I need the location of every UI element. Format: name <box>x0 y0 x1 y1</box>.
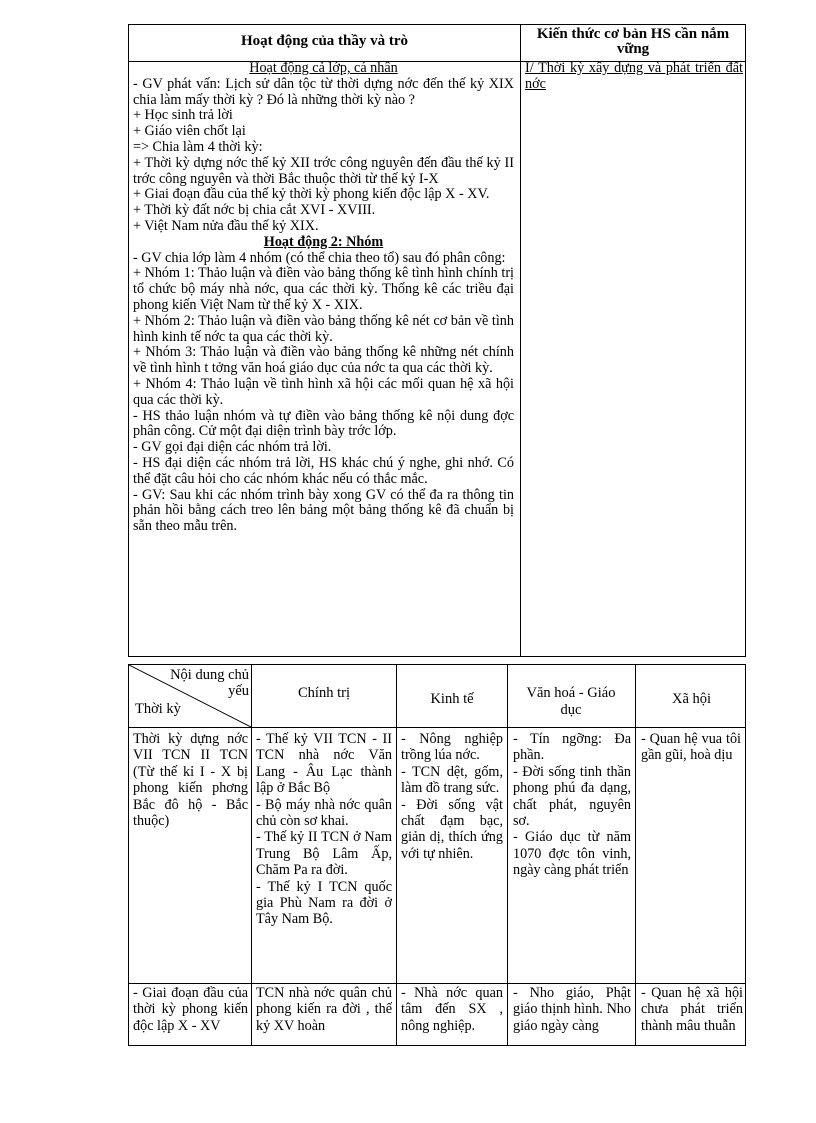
activity-line: + Thời kỳ đất nớc bị chia cắt XVI - XVIII. <box>133 202 376 219</box>
row1-economy <box>401 731 503 981</box>
row2-society: - Quan hệ xã hội chưa phát triển thành mâu thuẫn <box>641 985 743 1034</box>
economy-line: - Nông nghiệp trồng lúa nớc. <box>401 731 503 764</box>
column-divider <box>507 665 508 1045</box>
row2-period: - Giai đoạn đầu của thời kỳ phong kiến độc lập X - XV <box>133 985 248 1034</box>
activity-title-2: Hoạt động 2: Nhóm <box>263 233 384 250</box>
culture-line: - Giáo dục từ năm 1070 đợc tôn vinh, ngày càng phát triển <box>513 829 631 879</box>
corner-content-label: Nội dung chủ yếu <box>170 667 249 699</box>
activity-line: + Thời kỳ dựng nớc thế kỷ XII trớc công nguyên đến đầu thế kỷ II trớc công nguyên và thời Bắc thuộc thời từ thế kỷ I-X <box>133 154 514 187</box>
header-culture-education: Văn hoá - Giáo dục <box>526 685 616 718</box>
header-basic-knowledge: Kiến thức cơ bản HS cần nắm vững <box>536 27 730 57</box>
activity-line: + Học sinh trả lời <box>133 107 233 124</box>
header-economy: Kinh tế <box>430 691 474 707</box>
row2-economy: - Nhà nớc quan tâm đến SX , nông nghiệp. <box>401 985 503 1034</box>
politics-line: - Thế kỷ VII TCN - II TCN nhà nớc Văn Lang - Âu Lạc thành lập ở Bắc Bộ <box>256 731 392 797</box>
activity-line: - GV phát vấn: Lịch sử dân tộc từ thời dựng nớc đến thế kỷ XIX chia làm mấy thời kỳ ? Đó là những thời kỳ nào ? <box>133 75 514 108</box>
row1-society <box>641 731 741 981</box>
culture-line: - Đời sống tinh thần phong phú đa dạng, chất phát, nguyên sơ. <box>513 763 631 830</box>
column-divider <box>635 665 636 1045</box>
row1-period: Thời kỳ dựng nớc VII TCN II TCN (Từ thế kỉ I - X bị phong kiến phơng Bắc đô hộ - Bắc thuộc) <box>133 731 248 830</box>
row2-culture: - Nho giáo, Phật giáo thịnh hình. Nho giáo ngày càng <box>513 985 631 1034</box>
culture-line: - Tín ngỡng: Đa phần. <box>513 731 631 764</box>
activity-line: + Giáo viên chốt lại <box>133 123 246 140</box>
activity-line: + Nhóm 2: Thảo luận và điền vào bảng thống kê nét cơ bản về tình hình kinh tế nớc ta qua các thời kỳ. <box>133 312 514 345</box>
activities-column <box>133 61 514 656</box>
knowledge-heading: I/ Thời kỳ xây dựng và phát triển đất nớc <box>525 60 743 92</box>
activity-line: + Giai đoạn đầu của thế kỷ thời kỳ phong kiến độc lập X - XV. <box>133 186 490 203</box>
column-divider <box>251 665 252 1045</box>
corner-period-label: Thời kỳ <box>135 701 181 717</box>
economy-line: - TCN dệt, gốm, làm đồ trang sức. <box>401 763 503 797</box>
header-politics: Chính trị <box>298 685 350 701</box>
row-divider <box>129 983 745 984</box>
row-divider <box>129 727 745 728</box>
politics-line: - Thế kỷ II TCN ở Nam Trung Bộ Lâm Ấp, Chăm Pa ra đời. <box>256 829 392 879</box>
activity-line: + Việt Nam nửa đầu thế kỷ XIX. <box>133 217 319 234</box>
activity-line: + Nhóm 3: Thảo luận và điền vào bảng thống kê những nét chính về tình hình t tởng văn hoá giáo dục của nớc ta qua các thời kỳ. <box>133 344 514 377</box>
summary-table <box>128 664 746 1046</box>
activity-line: => Chia làm 4 thời kỳ: <box>133 138 263 155</box>
activity-line: - GV gọi đại diện các nhóm trả lời. <box>133 439 332 456</box>
economy-line: - Đời sống vật chất đạm bạc, giản dị, thích ứng với tự nhiên. <box>401 796 503 862</box>
activity-line: + Nhóm 1: Thảo luận và điền vào bảng thống kê tình hình chính trị tổ chức bộ máy nhà nớc, qua các thời kỳ. Thống kê các triều đại phong kiến Việt Nam từ thế kỷ X - XIX. <box>133 265 514 313</box>
column-divider <box>396 665 397 1045</box>
activity-line: - GV chia lớp làm 4 nhóm (có thể chia theo tổ) sau đó phân công: <box>133 249 506 266</box>
activity-line: - GV: Sau khi các nhóm trình bày xong GV có thể đa ra thông tin phản hồi bằng cách treo lên bảng một bảng thống kê đã chuẩn bị sẵn theo mẫu trên. <box>133 486 514 535</box>
header-society: Xã hội <box>671 691 712 707</box>
row1-politics <box>256 731 392 981</box>
society-line: - Quan hệ vua tôi gần gũi, hoà dịu <box>641 731 741 764</box>
column-divider <box>520 25 521 656</box>
politics-line: - Bộ máy nhà nớc quân chủ còn sơ khai. <box>256 796 392 830</box>
activity-line: - HS đại diện các nhóm trả lời, HS khác chú ý nghe, ghi nhớ. Có thể đặt câu hỏi cho các nhóm khác nếu có thắc mắc. <box>133 454 514 487</box>
activity-title-1: Hoạt động cả lớp, cá nhân <box>249 61 398 76</box>
row2-politics: TCN nhà nớc quân chủ phong kiến ra đời , thế kỷ XV hoàn <box>256 985 392 1034</box>
activities-table <box>128 24 746 657</box>
activity-line: - HS thảo luận nhóm và tự điền vào bảng thống kê nội dung đợc phân công. Cử một đại diện trình bày trớc lớp. <box>133 407 514 440</box>
activity-line: + Nhóm 4: Thảo luận về tình hình xã hội các mối quan hệ xã hội qua các thời kỳ. <box>133 375 514 408</box>
politics-line: - Thế kỷ I TCN quốc gia Phù Nam ra đời ở Tây Nam Bộ. <box>256 878 392 928</box>
header-teacher-student-activities: Hoạt động của thầy và trò <box>240 33 409 49</box>
row1-culture <box>513 731 631 981</box>
